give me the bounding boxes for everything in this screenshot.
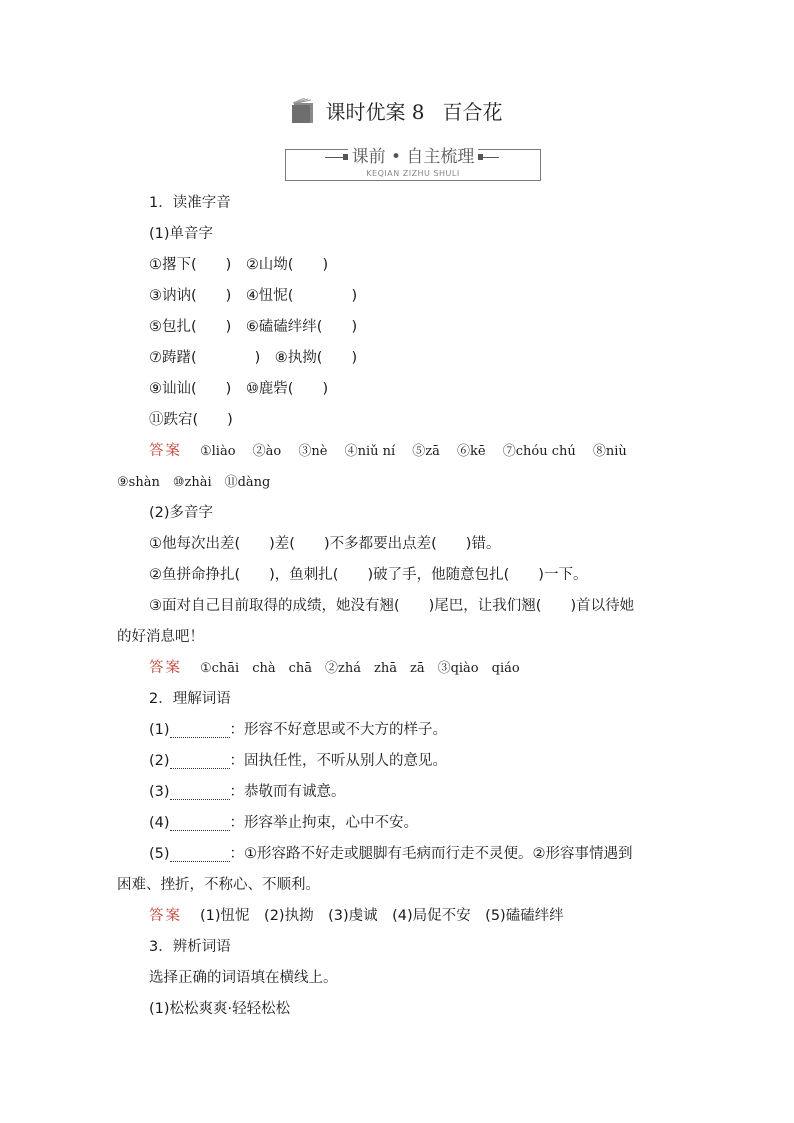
definition-text: ：恭敬而有诚意。: [229, 784, 346, 800]
definition-row: [117, 839, 677, 870]
question-row: ⑦踌躇( ) ⑧执拗( ): [149, 350, 358, 366]
question-row: ①他每次出差( )差( )不多都要出点差( )错。: [149, 536, 501, 552]
section-heading: 2．理解词语: [149, 691, 231, 707]
definition-text: ：形容不好意思或不大方的样子。: [229, 722, 448, 738]
definition-row-continued: 困难、挫折，不称心、不顺利。: [117, 877, 320, 893]
item-number: (1): [149, 722, 170, 738]
definition-text: ：①形容路不好走或腿脚有毛病而行走不灵便。②形容事情遇到: [229, 846, 633, 862]
definition-row: [117, 715, 677, 746]
item-number: (5): [149, 846, 170, 862]
section-banner-title: 课前 • 自主梳理: [285, 143, 541, 171]
answer-row: [117, 653, 677, 684]
subheading: (2)多音字: [149, 505, 214, 521]
item-number: (3): [149, 784, 170, 800]
answer-text: ①chāi chà chā ②zhá zhā zā ③qiào qiáo: [200, 661, 520, 676]
definition-row: [117, 746, 677, 777]
question-row: ②鱼拼命挣扎( )，鱼刺扎( )破了手，他随意包扎( )一下。: [149, 567, 588, 583]
question-row: ⑨讪讪( ) ⑩鹿砦( ): [149, 381, 329, 397]
answer-label: 答案: [149, 660, 182, 676]
answer-text: ①liào ②ào ③nè ④niǔ ní ⑤zā ⑥kē ⑦chóu chú ⑧niù: [200, 444, 627, 459]
definition-row: [117, 777, 677, 808]
answer-row: [117, 901, 677, 932]
question-row: (1)松松爽爽·轻轻松松: [149, 1001, 291, 1017]
question-row: ①撂下( ) ②山坳( ): [149, 257, 329, 273]
answer-label: 答案: [149, 443, 182, 459]
question-row: ③讷讷( ) ④忸怩( ): [149, 288, 358, 304]
answer-text: ⑨shàn ⑩zhài ⑪dàng: [117, 475, 271, 490]
item-number: (4): [149, 815, 170, 831]
section-heading: 3．辨析词语: [149, 939, 231, 955]
section-heading: 1．读准字音: [149, 195, 231, 211]
fill-blank: [170, 816, 230, 831]
answer-row-continued: [117, 467, 677, 498]
fill-blank: [170, 723, 230, 738]
question-row-continued: 的好消息吧！: [117, 629, 204, 645]
book-icon: [291, 98, 315, 124]
question-row: ③面对自己目前取得的成绩，她没有翘( )尾巴，让我们翘( )首以待她: [149, 598, 635, 614]
answer-row: [117, 436, 677, 467]
fill-blank: [170, 785, 230, 800]
lesson-title: 百合花: [442, 100, 503, 124]
item-number: (2): [149, 753, 170, 769]
answer-text: (1)忸怩 (2)执拗 (3)虔诚 (4)局促不安 (5)磕磕绊绊: [200, 908, 564, 924]
main-content: [117, 188, 677, 1025]
section-banner-subtitle: KEQIAN ZIZHU SHULI: [366, 169, 460, 178]
question-row: ⑤包扎( ) ⑥磕磕绊绊( ): [149, 319, 358, 335]
definition-row: [117, 808, 677, 839]
section-banner: [285, 143, 541, 181]
lesson-number: 课时优案 8: [325, 100, 425, 124]
instruction-text: 选择正确的词语填在横线上。: [149, 970, 338, 986]
title-area: [0, 96, 794, 128]
fill-blank: [170, 847, 230, 862]
definition-text: ：形容举止拘束，心中不安。: [229, 815, 419, 831]
question-row: ⑪跌宕( ): [149, 412, 233, 428]
answer-label: 答案: [149, 908, 182, 924]
definition-text: ：固执任性，不听从别人的意见。: [229, 753, 448, 769]
subheading: (1)单音字: [149, 226, 214, 242]
fill-blank: [170, 754, 230, 769]
page-title: [291, 96, 502, 125]
